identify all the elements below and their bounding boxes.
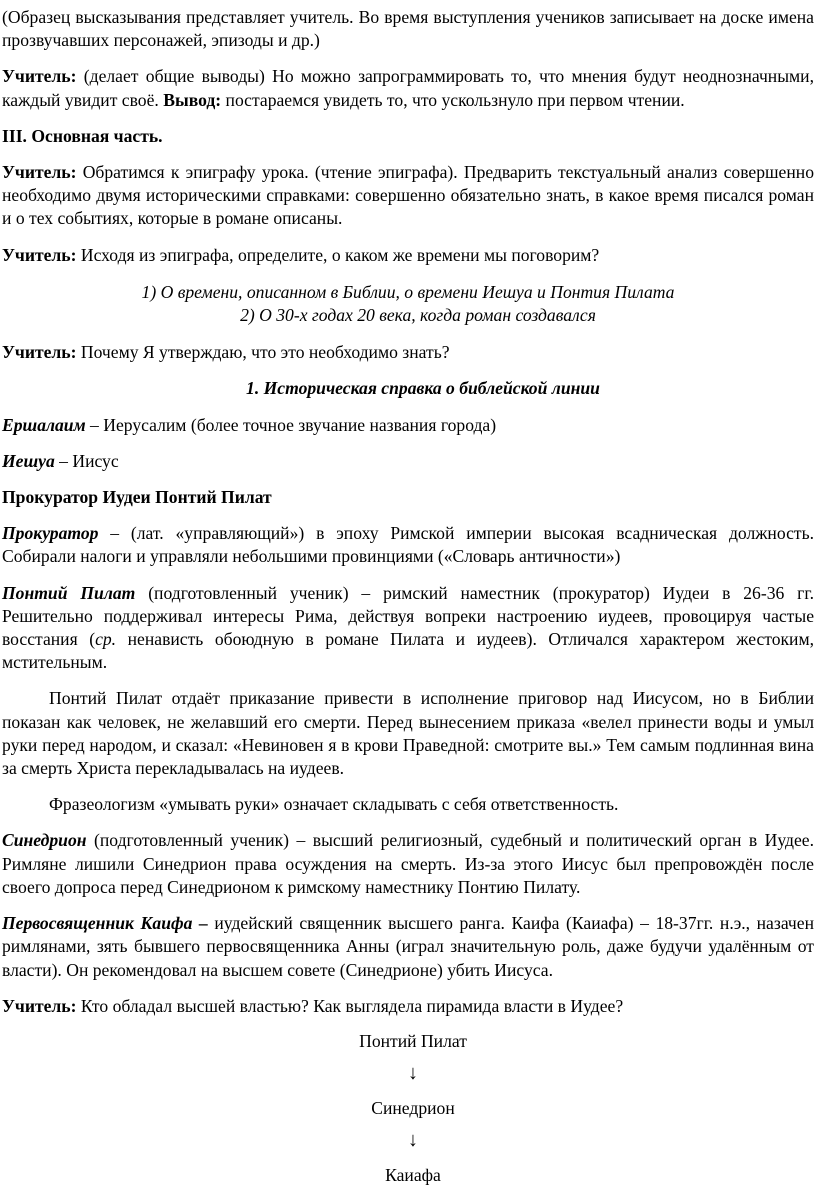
teacher-question-time: Учитель: Исходя из эпиграфа, определите, о каком же времени мы поговорим? [2,244,600,265]
subheading: 1. Историческая справка о библейской линии [246,378,600,399]
down-arrow-icon: ↓ [408,1062,418,1085]
pilate-paragraph: Понтий Пилат отдаёт приказание привести в исполнение приговор над Иисусом, но в Библии показан как человек, не желавший его смерти. Перед вынесением приказа «велел принести воды и умыл руки перед народом, и сказал: «Невиновен я в крови Праведной: смотрите вы.» Тем самым подлинная вина за смерть Христа перекладывалась на иудеев. [2,688,814,779]
down-arrow-icon: ↓ [408,1129,418,1152]
time-list [2,281,814,327]
teacher-epigraph: Учитель: Обратимся к эпиграфу урока. (чтение эпиграфа). Предварить текстуальный анализ совершенно необходимо двумя историческими справками: совершенно обязательно знать, в какое время писался роман и о тех событиях, которые в романе описаны. [2,162,814,229]
pyramid-level-3: Каиафа [385,1165,441,1186]
list-item: 2) О 30-х годах 20 века, когда роман создавался [240,305,596,326]
intro-note: (Образец высказывания представляет учитель. Во время выступления учеников записывает на доске имена прозвучавших персонажей, эпизоды и др.) [2,7,814,51]
pyramid-level-1: Понтий Пилат [359,1030,467,1051]
teacher-question-power: Учитель: Кто обладал высшей властью? Как выглядела пирамида власти в Иудее? [2,995,624,1016]
phraseologism: Фразеологизм «умывать руки» означает складывать с себя ответственность. [49,794,619,815]
teacher-label: Учитель: [2,66,77,87]
term-sanhedrin: Синедрион (подготовленный ученик) – высший религиозный, судебный и политический орган в Иудее. Римляне лишили Синедрион права осуждения на смерть. Из-за этого Иисус был препровождён после своего допроса перед Синедрионом к римскому наместнику Понтию Пилату. [2,830,814,897]
section-heading: III. Основная часть. [2,125,163,146]
list-item: 1) О времени, описанном в Библии, о времени Иешуа и Понтия Пилата [141,281,675,302]
term-pontius-pilate: Понтий Пилат (подготовленный ученик) – римский наместник (прокуратор) Иудеи в 26-36 гг. Решительно поддерживал интересы Рима, действуя вопреки настроению иудеев, провоцируя частые восстания (ср. ненависть обоюдную в романе Пилата и иудеев). Отличался характером жестоким, мстительным. [2,582,814,673]
power-pyramid [2,1030,814,1188]
term-caiaphas: Первосвященник Каифа – иудейский священник высшего ранга. Каифа (Каиафа) – 18-37гг. н.э., назачен римлянами, зять бывшего первосвященника Анны (играл значительную роль, даже будучи удалённым от власти). Он рекомендовал на высшем совете (Синедрионе) убить Иисуса. [2,913,814,980]
conclusion-label: Вывод: [163,89,222,110]
term-procurator: Прокуратор – (лат. «управляющий») в эпоху Римской империи высокая всадническая должность. Собирали налоги и управляли небольшими провинциями («Словарь античности») [2,523,814,567]
teacher-question-why: Учитель: Почему Я утверждаю, что это необходимо знать? [2,342,450,363]
teacher-conclusion: Учитель: (делает общие выводы) Но можно запрограммировать то, что мнения будут неоднозначными, каждый увидит своё. Вывод: постараемся увидеть то, что ускользнуло при первом чтении. [2,66,814,110]
term-ershalaim: Ершалаим – Иерусалим (более точное звучание названия города) [2,414,497,435]
term-ieshua: Иешуа – Иисус [2,450,119,471]
heading-procurator: Прокуратор Иудеи Понтий Пилат [2,487,272,508]
pyramid-level-2: Синедрион [371,1098,455,1119]
